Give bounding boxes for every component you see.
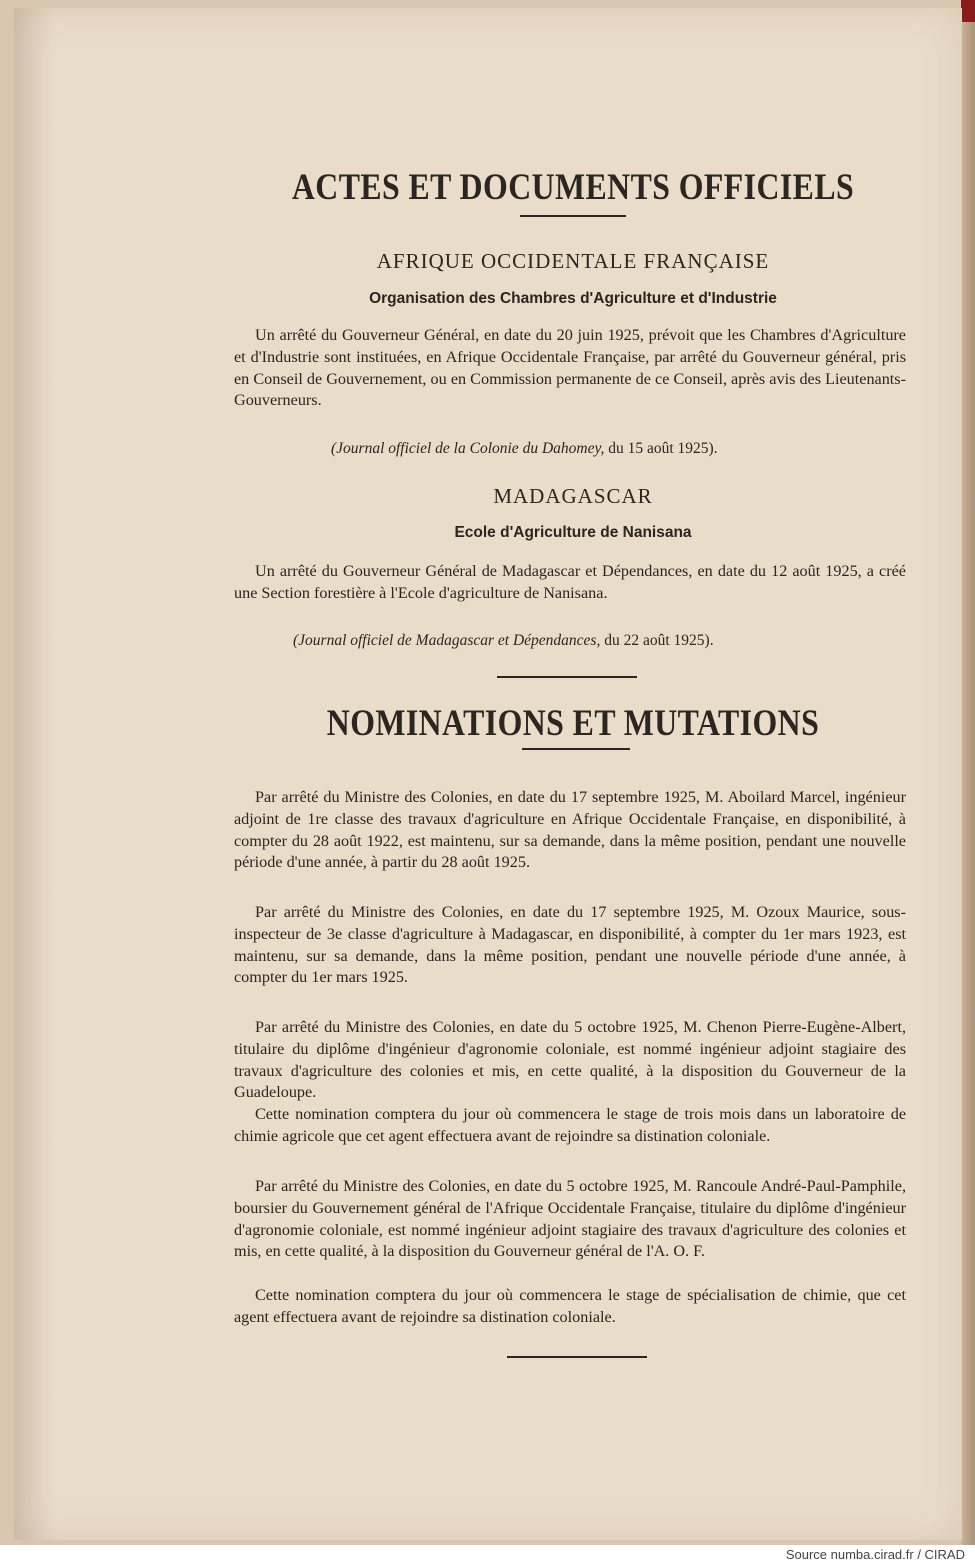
source-credit: Source numba.cirad.fr / CIRAD bbox=[785, 1547, 965, 1562]
nomination-paragraph-5: Par arrêté du Ministre des Colonies, en date du 5 octobre 1925, M. Rancoule André-Paul-Pamphile, boursier du Gouvernement général de l'Afrique Occidentale Française, titulaire du diplôme d'ingénieur d'agronomie coloniale, est nommé ingénieur adjoint stagiaire des travaux d'agriculture des colonies et mis, en cette qualité, à la disposition du Gouverneur général de l'A. O. F. bbox=[234, 1177, 906, 1261]
source-date-aof: du 15 août 1925). bbox=[604, 440, 718, 457]
page-edge bbox=[961, 0, 975, 1545]
section-subheading-aof: Organisation des Chambres d'Agriculture et d'Industrie bbox=[369, 290, 777, 307]
nomination-paragraph-1: Par arrêté du Ministre des Colonies, en date du 17 septembre 1925, M. Aboilard Marcel, ingénieur adjoint de 1re classe des travaux d'agriculture en Afrique Occidentale Française, en disponibilité, à compter du 28 août 1922, est maintenu, sur sa demande, dans la même position, pendant une nouvelle période d'une année, à partir du 28 août 1925. bbox=[234, 788, 906, 872]
source-citation-aof bbox=[331, 440, 718, 458]
paragraph-aof: Un arrêté du Gouverneur Général, en date du 20 juin 1925, prévoit que les Chambres d'Agriculture et d'Industrie sont instituées, en Afrique Occidentale Française, par arrêté du Gouverneur général, pris en Conseil de Gouvernement, ou en Commission permanente de ce Conseil, après avis des Lieutenants-Gouverneurs. bbox=[234, 326, 906, 410]
source-journal-madagascar: (Journal officiel de Madagascar et Dépendances, bbox=[293, 632, 601, 649]
page-fold-shadow bbox=[14, 8, 54, 1540]
end-rule bbox=[507, 1356, 647, 1358]
nomination-paragraph-4: Cette nomination comptera du jour où commencera le stage de trois mois dans un laboratoire de chimie agricole que cet agent effectuera avant de rejoindre sa distination coloniale. bbox=[234, 1105, 906, 1145]
nomination-paragraph-2: Par arrêté du Ministre des Colonies, en date du 17 septembre 1925, M. Ozoux Maurice, sous-inspecteur de 3e classe d'agriculture à Madagascar, en disponibilité, à compter du 1er mars 1923, est maintenu, sur sa demande, dans la même position, pendant une nouvelle période d'une année, à compter du 1er mars 1925. bbox=[234, 903, 906, 987]
nomination-paragraph-6: Cette nomination comptera du jour où commencera le stage de spécialisation de chimie, que cet agent effectuera avant de rejoindre sa distination coloniale. bbox=[234, 1286, 906, 1326]
source-date-madagascar: du 22 août 1925). bbox=[600, 632, 714, 649]
title-rule bbox=[520, 215, 626, 217]
document-title: ACTES ET DOCUMENTS OFFICIELS bbox=[291, 167, 855, 208]
paragraph-madagascar: Un arrêté du Gouverneur Général de Madagascar et Dépendances, en date du 12 août 1925, a créé une Section forestière à l'Ecole d'agriculture de Nanisana. bbox=[234, 562, 906, 602]
section-divider-rule bbox=[497, 676, 637, 678]
section-heading-madagascar: MADAGASCAR bbox=[493, 484, 653, 508]
source-citation-madagascar bbox=[293, 632, 714, 650]
section-heading-aof: AFRIQUE OCCIDENTALE FRANÇAISE bbox=[376, 249, 770, 273]
nominations-title: NOMINATIONS ET MUTATIONS bbox=[326, 703, 820, 744]
bookmark-tab bbox=[961, 0, 975, 22]
nomination-paragraph-3: Par arrêté du Ministre des Colonies, en date du 5 octobre 1925, M. Chenon Pierre-Eugène-Albert, titulaire du diplôme d'ingénieur d'agronomie coloniale, est nommé ingénieur adjoint stagiaire des travaux d'agriculture des colonies et mis, en cette qualité, à la disposition du Gouverneur de la Guadeloupe. bbox=[234, 1018, 906, 1102]
nominations-title-rule bbox=[522, 748, 630, 750]
source-journal-aof: (Journal officiel de la Colonie du Dahomey, bbox=[331, 440, 605, 457]
section-subheading-madagascar: Ecole d'Agriculture de Nanisana bbox=[454, 524, 692, 541]
